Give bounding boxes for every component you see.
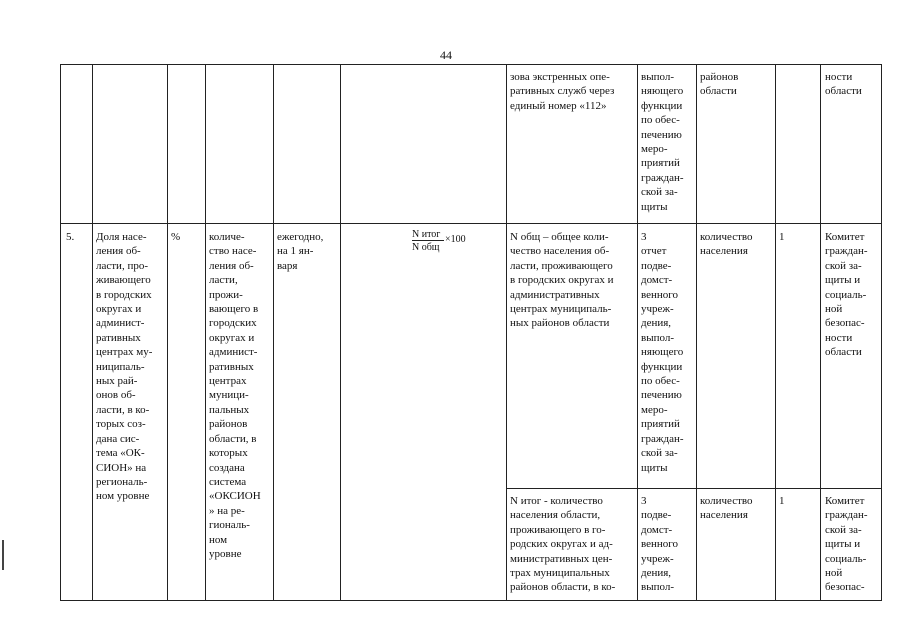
sub2-description: N итог - количество населения области, проживающего в го- родских округах и ад- министративных цен- трах муниципальных районов области, в ко-: [510, 495, 616, 594]
formula: [412, 229, 512, 259]
sub1-description: N общ – общее коли- чество населения об- ласти, проживающего в городских округах и административных центрах муниципаль- ных районов области: [510, 231, 614, 330]
formula-denominator: N общ: [412, 242, 440, 253]
row-divider: [60, 223, 882, 224]
indicator-name: Доля насе- ления об- ласти, про- живающего в городских округах и админист- ративных центрах му- ниципаль- ных рай- онов об- ласти, в ко- торых соз- дана сис- тема «ОК- СИОН» на региональ- ном уровне: [96, 231, 153, 503]
sub2-code: 1: [779, 495, 785, 507]
col-border: [340, 64, 341, 601]
formula-multiplier: ×100: [445, 234, 466, 245]
col-border: [637, 64, 638, 601]
col-border: [820, 64, 821, 601]
col-border: [696, 64, 697, 601]
col-border: [273, 64, 274, 601]
col-border: [92, 64, 93, 601]
cont-indicator-text: районов области: [700, 71, 739, 98]
sub2-method: 3 подве- домст- венного учреж- дения, выпол-: [641, 495, 679, 594]
sub2-responsible: Комитет граждан- ской за- щиты и социаль- ной безопас-: [825, 495, 868, 594]
col-border: [60, 64, 61, 601]
table-top-border: [60, 64, 882, 65]
unit: %: [171, 231, 181, 243]
indicator-definition: количе- ство насе- ления об- ласти, прожи- вающего в городских округах и админист- ративных центрах муници- пальных районов области, в которых создана система «ОКСИОН » на ре- гиональ- ном уровне: [209, 231, 261, 560]
page-number: 44: [440, 48, 452, 62]
periodicity: ежегодно, на 1 ян- варя: [277, 231, 324, 272]
sub1-indicator: количество населения: [700, 231, 753, 258]
sub1-method: 3 отчет подве- домст- венного учреж- дения, выпол- няющего функции по обес- печению меро- приятий граждан- ской за- щиты: [641, 231, 684, 474]
sub1-code: 1: [779, 231, 785, 243]
cont-responsible-text: ности области: [825, 71, 862, 98]
col-border: [506, 64, 507, 601]
col-border: [167, 64, 168, 601]
indicator-table: [60, 64, 882, 601]
table-bottom-border: [60, 600, 882, 601]
cont-source-text: зова экстренных опе- ративных служб через единый номер «112»: [510, 71, 615, 112]
fraction-bar: [412, 240, 444, 241]
sub2-indicator: количество населения: [700, 495, 753, 522]
scan-edge-mark: [2, 540, 4, 570]
row-number: 5.: [66, 231, 75, 243]
subrow-divider: [506, 488, 882, 489]
col-border: [881, 64, 882, 601]
col-border: [775, 64, 776, 601]
formula-numerator: N итог: [412, 229, 441, 240]
sub1-responsible: Комитет граждан- ской за- щиты и социаль- ной безопас- ности области: [825, 231, 868, 359]
col-border: [205, 64, 206, 601]
cont-method-text: выпол- няющего функции по обес- печению меро- приятий граждан- ской за- щиты: [641, 71, 684, 213]
